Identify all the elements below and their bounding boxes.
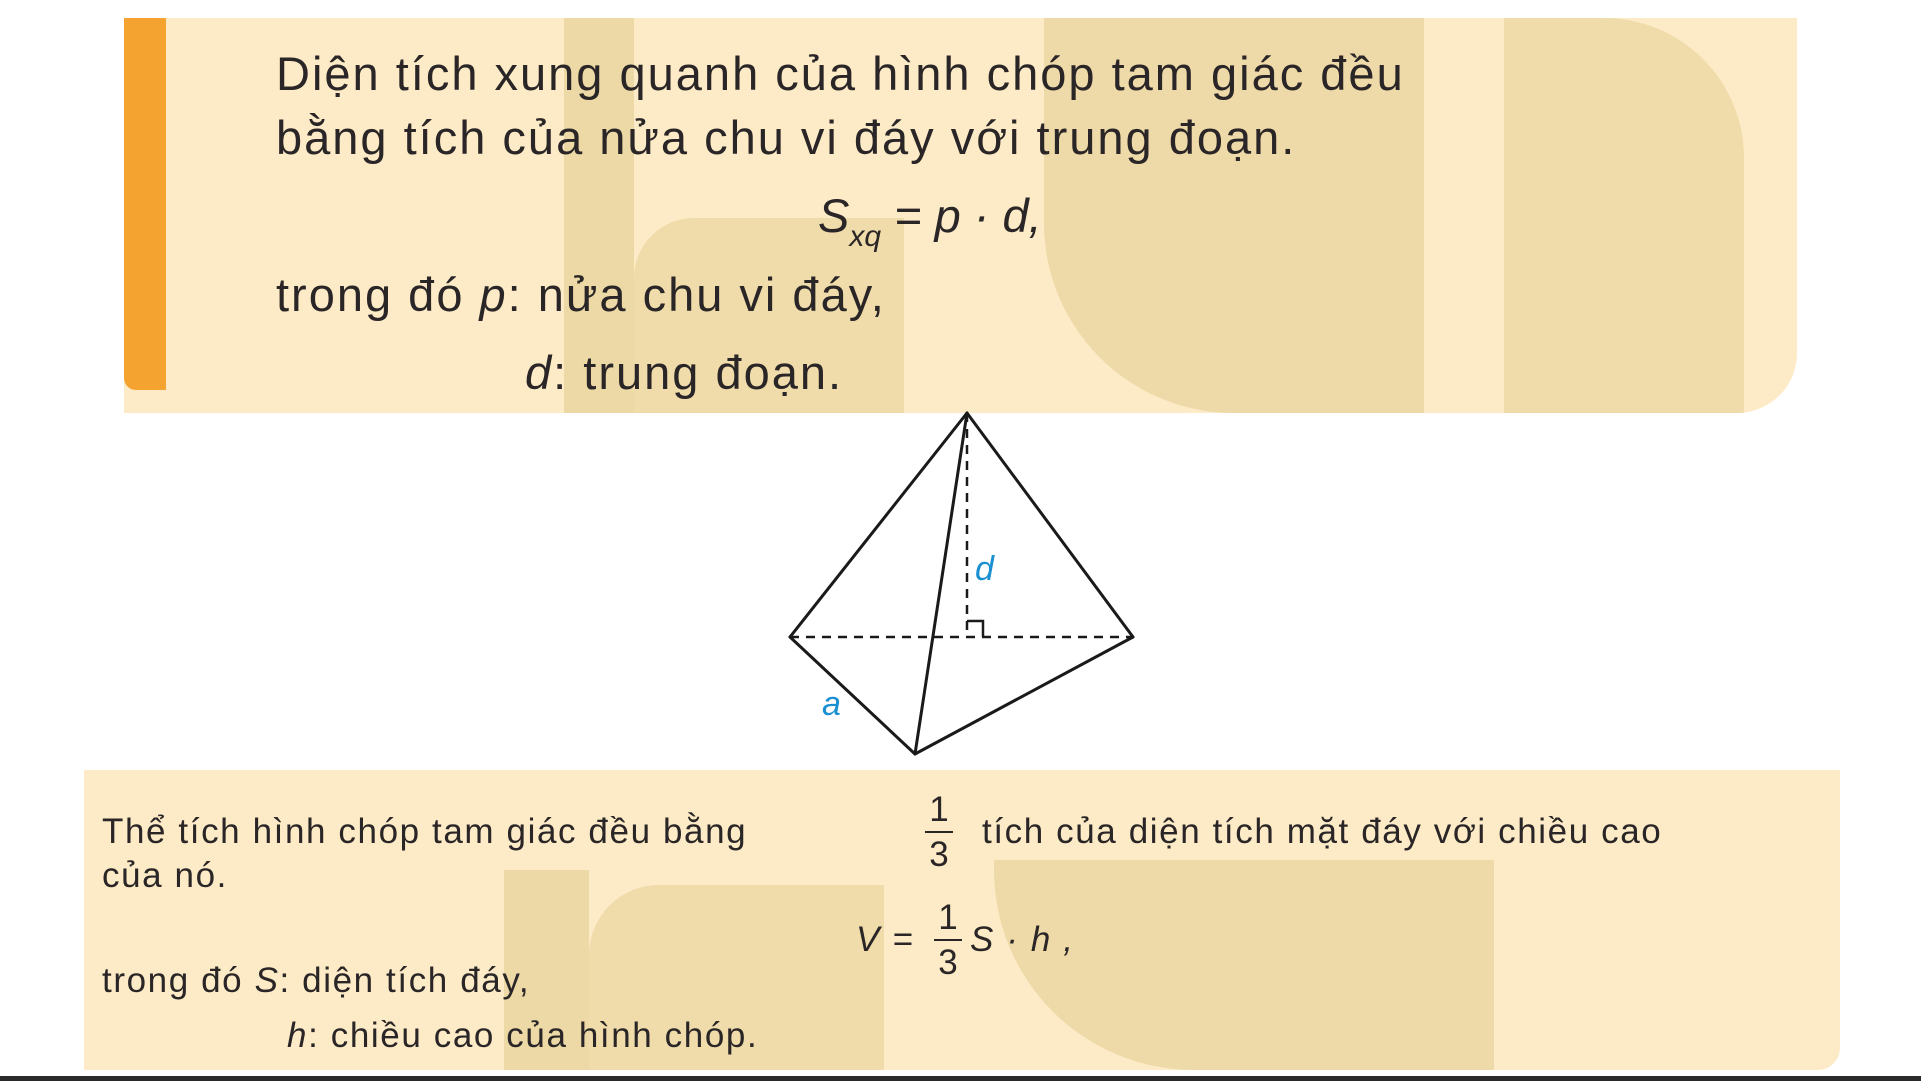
lateral-area-statement-line2: bằng tích của nửa chu vi đáy với trung đoạn. — [276, 111, 1297, 164]
formula-symbol-s: S — [818, 189, 850, 242]
fraction-numerator: 1 — [929, 790, 949, 829]
lateral-area-statement-line1: Diện tích xung quanh của hình chóp tam giác đều — [276, 47, 1405, 100]
volume-statement-line2: của nó. — [102, 856, 229, 895]
fraction-denominator: 3 — [929, 835, 949, 874]
symbol-s: S — [254, 961, 280, 1000]
where-h-line — [287, 1018, 758, 1053]
h-description: : chiều cao của hình chóp. — [308, 1016, 759, 1055]
bottom-border — [0, 1076, 1921, 1081]
formula-fraction — [934, 900, 962, 980]
formula-fraction-numerator: 1 — [938, 898, 958, 937]
volume-statement-part1: Thể tích hình chóp tam giác đều bằng — [102, 812, 748, 851]
where-s-line — [102, 963, 530, 998]
where-d-line — [525, 346, 844, 399]
lateral-area-formula — [818, 188, 1042, 254]
symbol-d: d — [525, 346, 554, 399]
symbol-p: p — [479, 268, 508, 321]
pyramid-edge — [915, 413, 967, 754]
pyramid-base-edge — [790, 637, 915, 754]
where-p-line — [276, 268, 886, 321]
right-angle-mark — [967, 621, 983, 637]
watermark-shape — [994, 860, 1494, 1070]
accent-bar — [124, 18, 166, 390]
formula-rhs: = p · d, — [894, 189, 1042, 242]
label-d: d — [975, 550, 994, 588]
formula-subscript-xq: xq — [849, 220, 882, 253]
volume-formula-lhs: V = — [856, 920, 915, 959]
pyramid-edge — [790, 413, 967, 637]
fraction-one-third — [925, 792, 953, 872]
volume-formula-rhs: S · h , — [970, 920, 1075, 959]
pyramid-figure — [760, 405, 1140, 775]
formula-fraction-bar — [934, 939, 962, 941]
where-prefix: trong đó — [276, 268, 480, 321]
fraction-bar — [925, 831, 953, 833]
d-description: : trung đoạn. — [553, 346, 844, 399]
volume-statement-part2: tích của diện tích mặt đáy với chiều cao — [982, 812, 1663, 851]
watermark-shape — [1504, 18, 1744, 413]
where-prefix: trong đó — [102, 961, 255, 1000]
formula-fraction-denominator: 3 — [938, 943, 958, 982]
pyramid-base-edge — [915, 637, 1133, 754]
symbol-h: h — [287, 1016, 309, 1055]
label-a: a — [822, 685, 841, 723]
pyramid-edge — [967, 413, 1133, 637]
s-description: : diện tích đáy, — [279, 961, 531, 1000]
p-description: : nửa chu vi đáy, — [507, 268, 886, 321]
